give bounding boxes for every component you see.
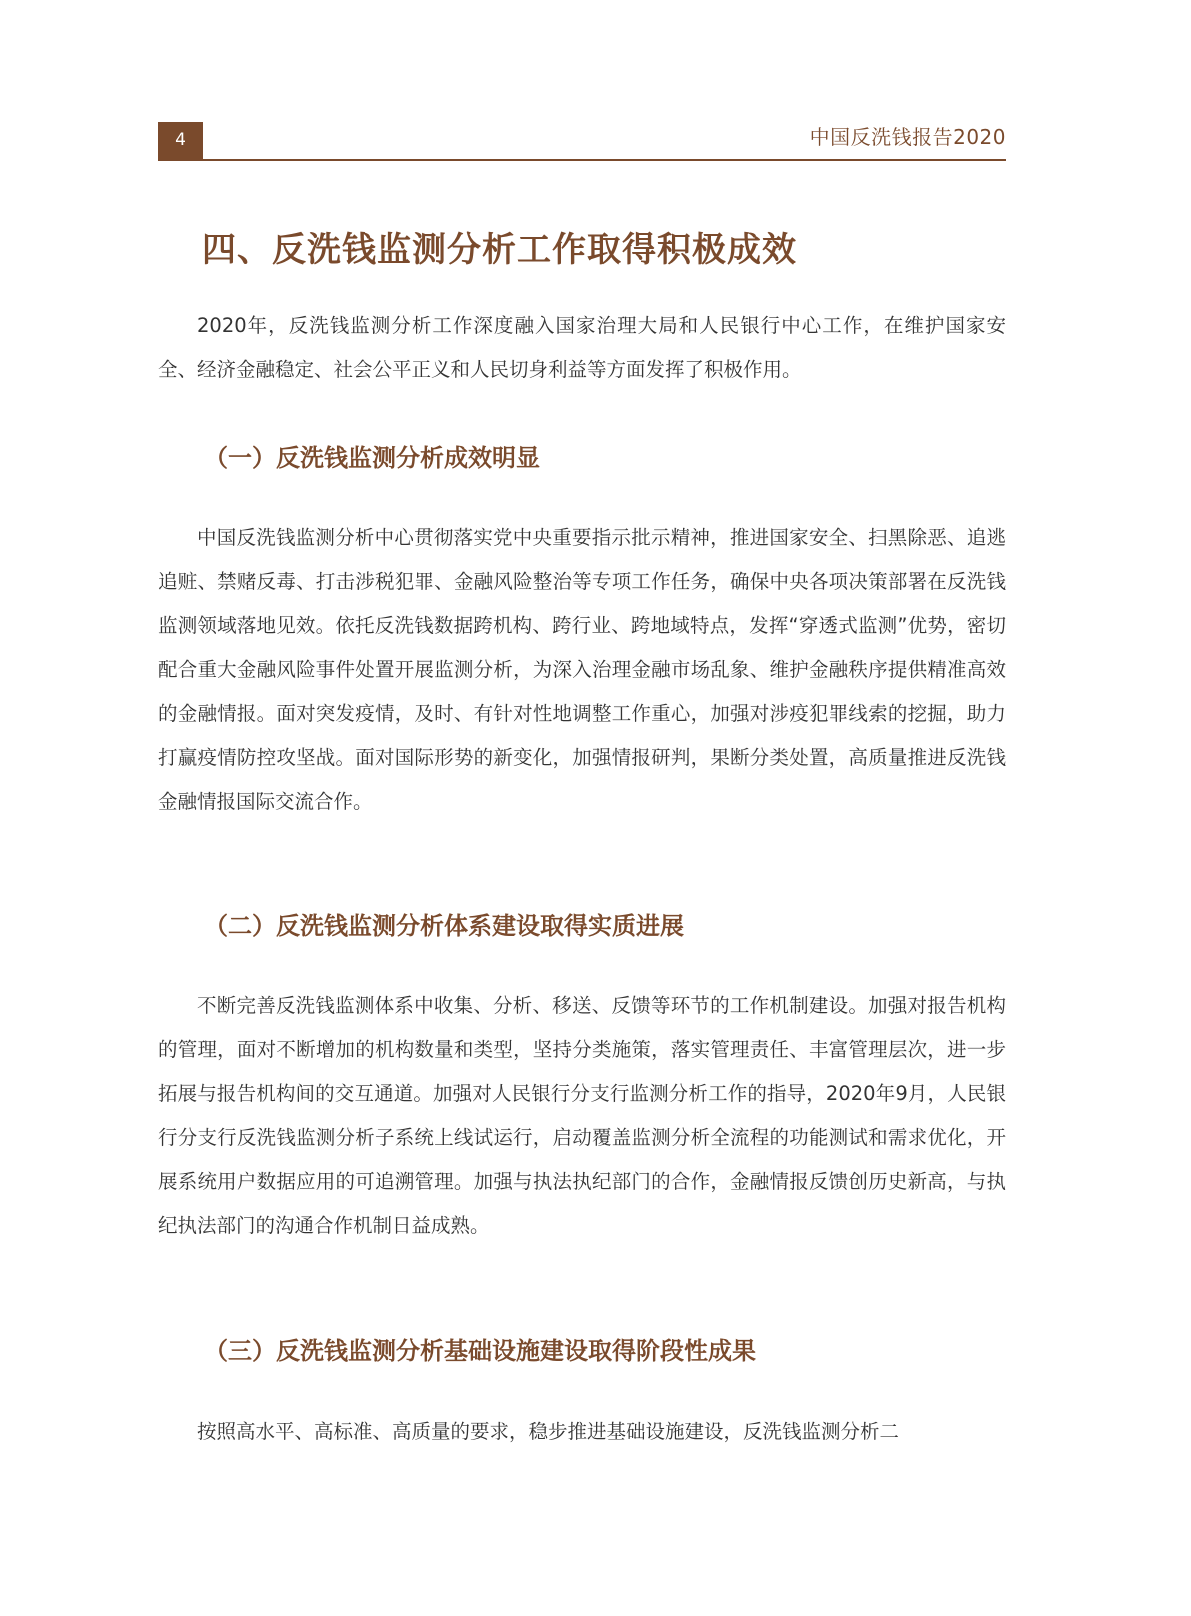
page-number: 4 — [158, 122, 203, 159]
subsection-title-3: （三）反洗钱监测分析基础设施建设取得阶段性成果 — [204, 1337, 756, 1365]
subsection-title-2: （二）反洗钱监测分析体系建设取得实质进展 — [204, 912, 684, 940]
subsection-body-1: 中国反洗钱监测分析中心贯彻落实党中央重要指示批示精神，推进国家安全、扫黑除恶、追逃追赃、禁赌反毒、打击涉税犯罪、金融风险整治等专项工作任务，确保中央各项决策部署在反洗钱监测领域落地见效。依托反洗钱数据跨机构、跨行业、跨地域特点，发挥“穿透式监测”优势，密切配合重大金融风险事件处置开展监测分析，为深入治理金融市场乱象、维护金融秩序提供精准高效的金融情报。面对突发疫情，及时、有针对性地调整工作重心，加强对涉疫犯罪线索的挖掘，助力打赢疫情防控攻坚战。面对国际形势的新变化，加强情报研判，果断分类处置，高质量推进反洗钱金融情报国际交流合作。 — [158, 526, 1006, 813]
subsection-body-3: 按照高水平、高标准、高质量的要求，稳步推进基础设施建设，反洗钱监测分析二 — [197, 1420, 900, 1443]
section-title: 四、反洗钱监测分析工作取得积极成效 — [202, 230, 797, 270]
subsection-body-2: 不断完善反洗钱监测体系中收集、分析、移送、反馈等环节的工作机制建设。加强对报告机构的管理，面对不断增加的机构数量和类型，坚持分类施策，落实管理责任、丰富管理层次，进一步拓展与报告机构间的交互通道。加强对人民银行分支行监测分析工作的指导，2020年9月，人民银行分支行反洗钱监测分析子系统上线试运行，启动覆盖监测分析全流程的功能测试和需求优化，开展系统用户数据应用的可追溯管理。加强与执法执纪部门的合作，金融情报反馈创历史新高，与执纪执法部门的沟通合作机制日益成熟。 — [158, 994, 1006, 1237]
running-title: 中国反洗钱报告2020 — [809, 125, 1006, 149]
subsection-title-1: （一）反洗钱监测分析成效明显 — [204, 444, 540, 472]
intro-paragraph: 2020年，反洗钱监测分析工作深度融入国家治理大局和人民银行中心工作，在维护国家安全、经济金融稳定、社会公平正义和人民切身利益等方面发挥了积极作用。 — [158, 314, 1006, 381]
page-header — [158, 122, 1006, 161]
